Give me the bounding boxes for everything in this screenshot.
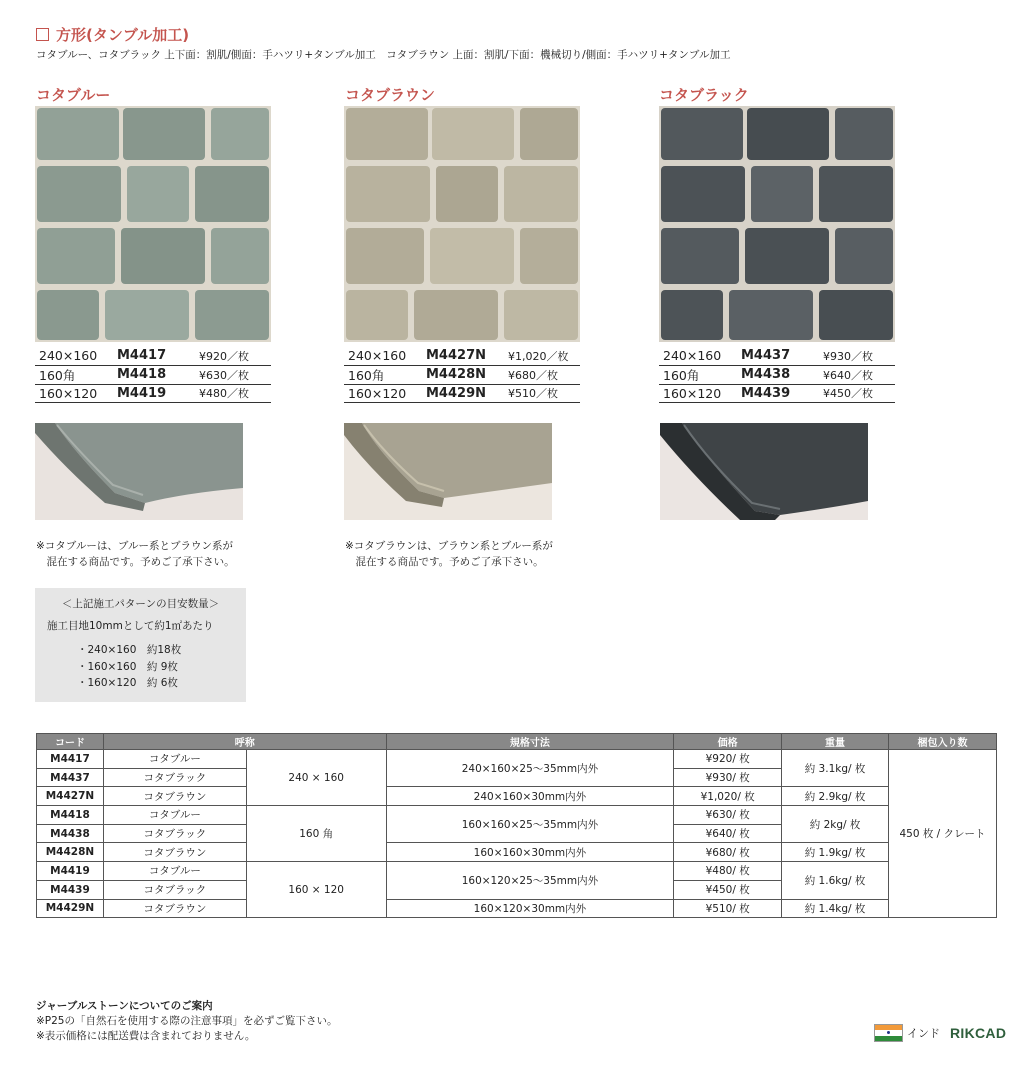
price-row — [35, 365, 271, 384]
code-cell: M4418 — [37, 806, 104, 825]
stone-tile — [504, 290, 578, 340]
price-row — [344, 384, 580, 402]
unit-price: ¥450／枚 — [819, 384, 895, 402]
price-row — [659, 384, 895, 402]
price-row — [344, 365, 580, 384]
table-row — [37, 843, 997, 862]
table-row — [37, 899, 997, 918]
product-name-kota-black: コタブラック — [659, 86, 749, 104]
weight-cell: 約 3.1kg/ 枚 — [782, 750, 889, 787]
quantity-item: ・240×160 約18枚 — [77, 644, 182, 656]
name-cell: コタブルー — [103, 806, 246, 825]
weight-cell: 約 2.9kg/ 枚 — [782, 787, 889, 806]
code-cell: M4419 — [37, 862, 104, 881]
table-row — [37, 806, 997, 825]
dimension-cell: 160×160×30mm内外 — [386, 843, 674, 862]
size-label: 160×120 — [659, 384, 737, 402]
code-cell: M4439 — [37, 880, 104, 899]
unit-price: ¥930／枚 — [819, 347, 895, 365]
name-cell: コタブラック — [103, 880, 246, 899]
product-code: M4429N — [422, 384, 504, 402]
quantity-title: ＜上記施工パターンの目安数量＞ — [61, 598, 220, 610]
note-kota-brown — [345, 538, 553, 570]
product-code: M4417 — [113, 347, 195, 365]
price-cell: ¥450/ 枚 — [674, 880, 782, 899]
dimension-cell: 160×160×25～35mm内外 — [386, 806, 674, 843]
section-title-text: 方形(タンブル加工) — [56, 26, 190, 44]
price-cell: ¥1,020/ 枚 — [674, 787, 782, 806]
origin-badge — [874, 1024, 1006, 1042]
code-cell: M4438 — [37, 824, 104, 843]
stone-tile — [520, 228, 578, 284]
note-line: ※コタブラウンは、ブラウン系とブルー系が — [345, 540, 553, 552]
origin-country: インド — [907, 1027, 940, 1040]
unit-price: ¥510／枚 — [504, 384, 580, 402]
header-price: 価格 — [674, 734, 782, 750]
price-row — [35, 347, 271, 365]
product-code: M4427N — [422, 347, 504, 365]
quantity-guide-box — [35, 588, 246, 702]
stone-tile — [37, 290, 99, 340]
weight-cell: 約 1.9kg/ 枚 — [782, 843, 889, 862]
spec-table — [36, 733, 997, 918]
unit-price: ¥920／枚 — [195, 347, 271, 365]
price-cell: ¥680/ 枚 — [674, 843, 782, 862]
stone-tile — [346, 290, 408, 340]
stone-tile — [211, 108, 269, 160]
price-row — [659, 347, 895, 365]
product-code: M4438 — [737, 365, 819, 384]
table-row — [37, 750, 997, 769]
header-weight: 重量 — [782, 734, 889, 750]
price-table-kota-brown — [344, 347, 580, 403]
product-code: M4419 — [113, 384, 195, 402]
note-line: 混在する商品です。予めご了承下さい。 — [36, 556, 235, 568]
dimension-cell: 240×160×30mm内外 — [386, 787, 674, 806]
group-size-cell: 160 角 — [246, 806, 386, 862]
stone-tile — [751, 166, 813, 222]
stone-tile — [819, 290, 893, 340]
weight-cell: 約 2kg/ 枚 — [782, 806, 889, 843]
stone-tile — [414, 290, 498, 340]
edge-photo-kota-blue — [35, 423, 243, 520]
price-row — [344, 347, 580, 365]
dimension-cell: 240×160×25～35mm内外 — [386, 750, 674, 787]
price-row — [35, 384, 271, 402]
stone-tile — [195, 166, 269, 222]
unit-price: ¥480／枚 — [195, 384, 271, 402]
code-cell: M4417 — [37, 750, 104, 769]
code-cell: M4429N — [37, 899, 104, 918]
section-title — [36, 24, 189, 45]
stone-tile — [127, 166, 189, 222]
table-row — [37, 787, 997, 806]
stone-tile — [520, 108, 578, 160]
size-label: 160×120 — [35, 384, 113, 402]
name-cell: コタブラウン — [103, 843, 246, 862]
stone-tile — [835, 108, 893, 160]
stone-tile — [37, 108, 119, 160]
stone-tile — [195, 290, 269, 340]
stone-tile — [346, 228, 424, 284]
stone-tile — [504, 166, 578, 222]
packing-cell: 450 枚 / クレート — [889, 750, 997, 918]
unit-price: ¥680／枚 — [504, 365, 580, 384]
footer-heading: ジャーブルストーンについてのご案内 — [36, 1000, 213, 1012]
weight-cell: 約 1.4kg/ 枚 — [782, 899, 889, 918]
checkbox-square-icon — [36, 28, 49, 41]
stone-tile — [346, 108, 428, 160]
product-code: M4418 — [113, 365, 195, 384]
name-cell: コタブラウン — [103, 787, 246, 806]
tile-swatch-kota-brown — [344, 106, 580, 342]
footer-line: ※表示価格には配送費は含まれておりません。 — [36, 1030, 256, 1042]
stone-tile — [661, 228, 739, 284]
stone-tile — [819, 166, 893, 222]
dimension-cell: 160×120×25～35mm内外 — [386, 862, 674, 899]
size-label: 240×160 — [659, 347, 737, 365]
header-dimension: 規格寸法 — [386, 734, 674, 750]
stone-tile — [430, 228, 514, 284]
rikcad-logo: RIKCAD — [950, 1025, 1007, 1041]
note-line: 混在する商品です。予めご了承下さい。 — [345, 556, 544, 568]
stone-tile — [436, 166, 498, 222]
unit-price: ¥1,020／枚 — [504, 347, 580, 365]
stone-tile — [37, 228, 115, 284]
quantity-item: ・160×160 約 9枚 — [77, 660, 178, 673]
stone-tile — [432, 108, 514, 160]
footer-line: ※P25の「自然石を使用する際の注意事項」を必ずご覧下さい。 — [36, 1015, 338, 1027]
product-name-kota-brown: コタブラウン — [345, 86, 436, 104]
stone-tile — [661, 166, 745, 222]
quantity-item: ・160×120 約 6枚 — [77, 677, 178, 689]
price-cell: ¥930/ 枚 — [674, 768, 782, 787]
stone-tile — [661, 290, 723, 340]
tile-swatch-kota-black — [659, 106, 895, 342]
price-row — [659, 365, 895, 384]
size-label: 240×160 — [344, 347, 422, 365]
footer-notes — [36, 999, 338, 1044]
stone-tile — [37, 166, 121, 222]
dimension-cell: 160×120×30mm内外 — [386, 899, 674, 918]
product-code: M4437 — [737, 347, 819, 365]
name-cell: コタブラック — [103, 824, 246, 843]
section-subtitle: コタブルー、コタブラック 上下面：割肌/側面：手ハツリ+タンブル加工 コタブラウン 上面：割肌/下面：機械切り/側面：手ハツリ+タンブル加工 — [36, 49, 731, 61]
code-cell: M4427N — [37, 787, 104, 806]
stone-tile — [745, 228, 829, 284]
unit-price: ¥640／枚 — [819, 365, 895, 384]
name-cell: コタブルー — [103, 862, 246, 881]
group-size-cell: 240 × 160 — [246, 750, 386, 806]
price-table-kota-black — [659, 347, 895, 403]
name-cell: コタブラウン — [103, 899, 246, 918]
product-code: M4439 — [737, 384, 819, 402]
note-kota-blue — [36, 538, 235, 570]
header-name: 呼称 — [103, 734, 386, 750]
code-cell: M4437 — [37, 768, 104, 787]
stone-tile — [211, 228, 269, 284]
stone-tile — [121, 228, 205, 284]
price-cell: ¥920/ 枚 — [674, 750, 782, 769]
price-cell: ¥630/ 枚 — [674, 806, 782, 825]
stone-tile — [747, 108, 829, 160]
weight-cell: 約 1.6kg/ 枚 — [782, 862, 889, 899]
size-label: 160角 — [659, 365, 737, 384]
price-cell: ¥510/ 枚 — [674, 899, 782, 918]
stone-tile — [105, 290, 189, 340]
price-cell: ¥640/ 枚 — [674, 824, 782, 843]
stone-tile — [835, 228, 893, 284]
size-label: 160×120 — [344, 384, 422, 402]
size-label: 160角 — [35, 365, 113, 384]
table-row — [37, 862, 997, 881]
spec-header-row — [37, 734, 997, 750]
name-cell: コタブルー — [103, 750, 246, 769]
name-cell: コタブラック — [103, 768, 246, 787]
price-table-kota-blue — [35, 347, 271, 403]
price-cell: ¥480/ 枚 — [674, 862, 782, 881]
unit-price: ¥630／枚 — [195, 365, 271, 384]
stone-tile — [346, 166, 430, 222]
size-label: 240×160 — [35, 347, 113, 365]
note-line: ※コタブルーは、ブルー系とブラウン系が — [36, 540, 233, 552]
code-cell: M4428N — [37, 843, 104, 862]
header-code: コード — [37, 734, 104, 750]
quantity-subtitle: 施工目地10mmとして約1㎡あたり — [47, 620, 214, 632]
stone-tile — [123, 108, 205, 160]
stone-tile — [729, 290, 813, 340]
edge-photo-kota-brown — [344, 423, 552, 520]
product-code: M4428N — [422, 365, 504, 384]
size-label: 160角 — [344, 365, 422, 384]
header-packing: 梱包入り数 — [889, 734, 997, 750]
tile-swatch-kota-blue — [35, 106, 271, 342]
product-name-kota-blue: コタブルー — [36, 86, 111, 104]
edge-photo-kota-black — [660, 423, 868, 520]
india-flag-icon — [874, 1024, 903, 1042]
group-size-cell: 160 × 120 — [246, 862, 386, 918]
stone-tile — [661, 108, 743, 160]
